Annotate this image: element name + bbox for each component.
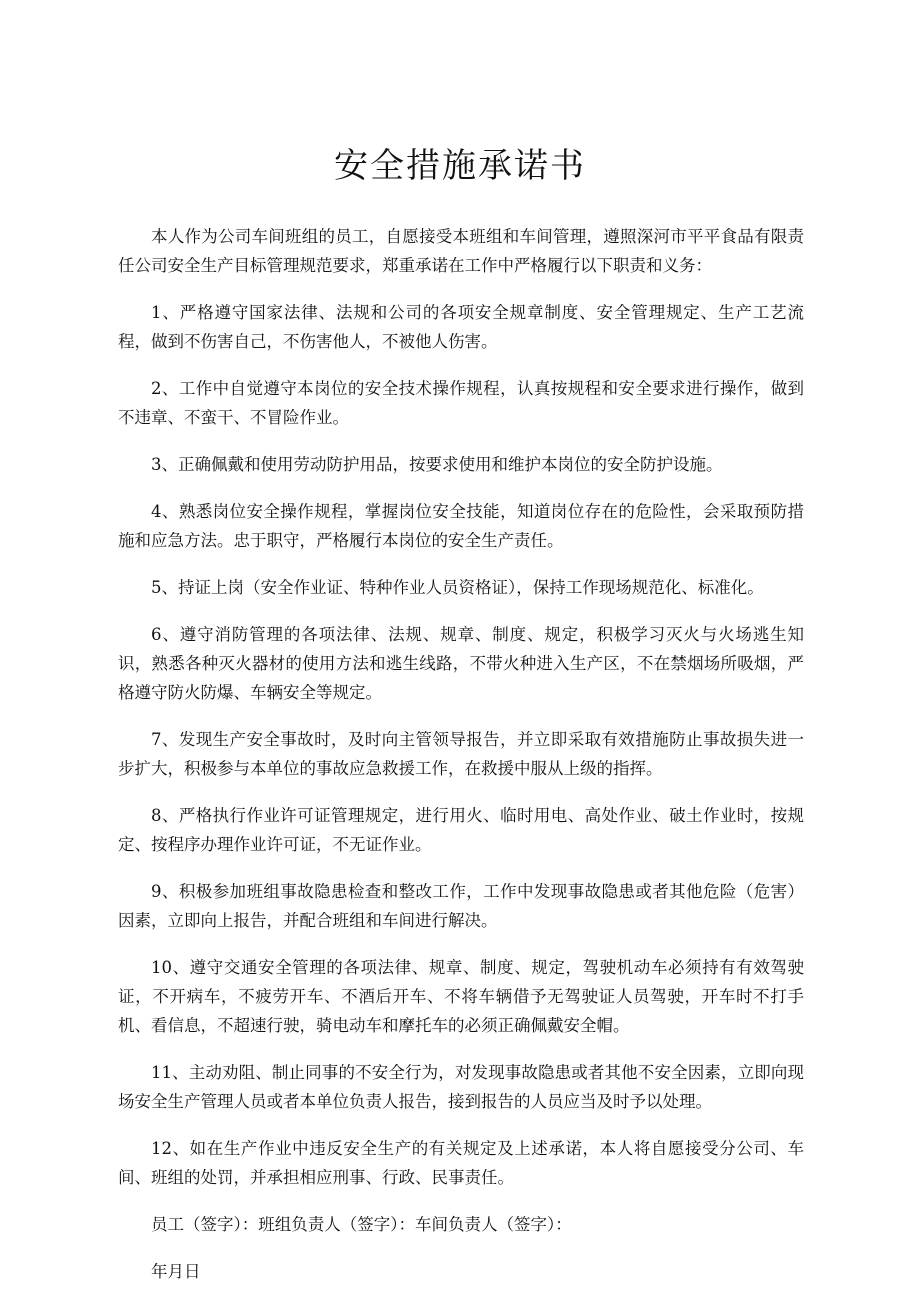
date-line: 年月日	[151, 1262, 201, 1281]
commitment-item-8: 8、严格执行作业许可证管理规定，进行用火、临时用电、高处作业、破土作业时，按规定、按程序办理作业许可证，不无证作业。	[118, 806, 804, 854]
signature-line: 员工（签字）：班组负责人（签字）：车间负责人（签字）：	[151, 1215, 572, 1234]
commitment-item-2: 2、工作中自觉遵守本岗位的安全技术操作规程，认真按规程和安全要求进行操作，做到不违章、不蛮干、不冒险作业。	[118, 379, 804, 427]
commitment-item-11: 11、主动劝阻、制止同事的不安全行为，对发现事故隐患或者其他不安全因素，立即向现场安全生产管理人员或者本单位负责人报告，接到报告的人员应当及时予以处理。	[118, 1063, 804, 1111]
commitment-item-6: 6、遵守消防管理的各项法律、法规、规章、制度、规定，积极学习灭火与火场逃生知识，熟悉各种灭火器材的使用方法和逃生线路，不带火种进入生产区，不在禁烟场所吸烟，严格遵守防火防爆、车辆安全等规定。	[118, 625, 804, 702]
commitment-item-1: 1、严格遵守国家法律、法规和公司的各项安全规章制度、安全管理规定、生产工艺流程，做到不伤害自己，不伤害他人，不被他人伤害。	[118, 303, 804, 351]
commitment-item-12: 12、如在生产作业中违反安全生产的有关规定及上述承诺，本人将自愿接受分公司、车间、班组的处罚，并承担相应刑事、行政、民事责任。	[118, 1139, 804, 1187]
commitment-item-3: 3、正确佩戴和使用劳动防护用品，按要求使用和维护本岗位的安全防护设施。	[151, 455, 723, 474]
commitment-item-5: 5、持证上岗（安全作业证、特种作业人员资格证），保持工作现场规范化、标准化。	[151, 578, 764, 597]
document-title: 安全措施承诺书	[334, 146, 586, 186]
commitment-item-10: 10、遵守交通安全管理的各项法律、规章、制度、规定，驾驶机动车必须持有有效驾驶证，不开病车，不疲劳开车、不酒后开车、不将车辆借予无驾驶证人员驾驶，开车时不打手机、看信息，不超速行驶，骑电动车和摩托车的必须正确佩戴安全帽。	[118, 958, 804, 1035]
commitment-item-7: 7、发现生产安全事故时，及时向主管领导报告，并立即采取有效措施防止事故损失进一步扩大，积极参与本单位的事故应急救援工作，在救援中服从上级的指挥。	[118, 730, 804, 778]
document-body	[118, 222, 804, 1286]
commitment-item-4: 4、熟悉岗位安全操作规程，掌握岗位安全技能，知道岗位存在的危险性，会采取预防措施和应急方法。忠于职守，严格履行本岗位的安全生产责任。	[118, 502, 804, 550]
intro-paragraph: 本人作为公司车间班组的员工，自愿接受本班组和车间管理，遵照深河市平平食品有限责任公司安全生产目标管理规范要求，郑重承诺在工作中严格履行以下职责和义务：	[118, 227, 804, 275]
commitment-item-9: 9、积极参加班组事故隐患检查和整改工作，工作中发现事故隐患或者其他危险（危害）因素，立即向上报告，并配合班组和车间进行解决。	[118, 882, 804, 930]
